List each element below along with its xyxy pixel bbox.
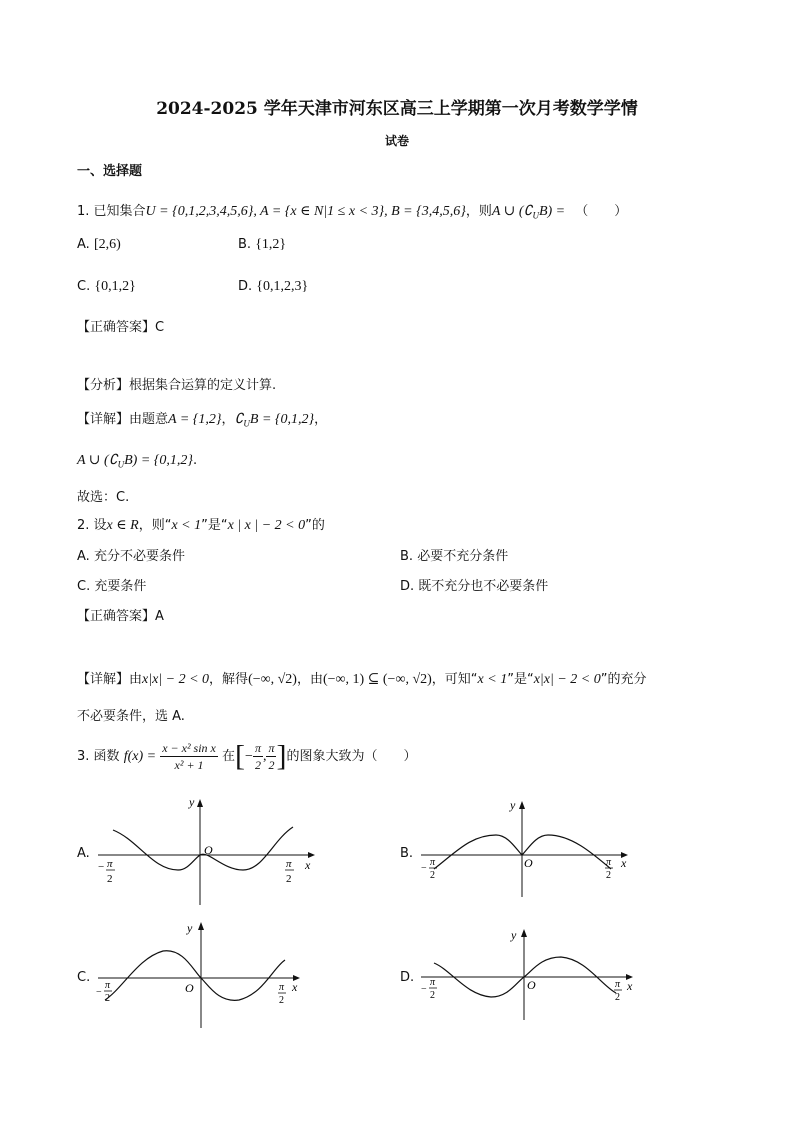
q3-right-frac [266,740,276,773]
q1-set-a: , A = {x ∈ N|1 ≤ x < 3} [253,204,385,219]
detail-complement-rest: B = {0,1,2} [249,412,315,427]
right-tick-den: 2 [286,873,292,885]
option-label: D. [238,279,253,294]
q2-option-a[interactable] [77,545,185,564]
q3-option-a-label[interactable]: A. [77,846,90,861]
x-label: x [292,980,298,994]
curve [113,827,293,870]
q2-q: x | x | − 2 < 0 [227,518,306,533]
right-tick-num: π [286,858,292,870]
y-label: y [189,795,195,809]
option-label: C. [77,279,91,294]
q3-prefix: 3. 函数 [77,749,120,764]
q2-option-c[interactable] [77,575,146,594]
q1-option-b[interactable] [238,237,286,253]
q2-detail-line2: 不必要条件，选 A. [77,709,185,724]
q2-answer: 【正确答案】A [77,609,164,624]
left-tick-num: π [430,857,436,868]
detail-end: ， [314,412,328,427]
q2-option-b[interactable] [400,545,508,564]
q3-graph-b[interactable] [416,797,636,902]
q2-end: ”的 [305,518,325,533]
q1-analysis: 【分析】根据集合运算的定义计算. [77,378,277,393]
y-axis-arrow [521,929,527,937]
q3-right-den: 2 [268,758,275,772]
y-label: y [187,921,193,935]
option-text: {0,1,2,3} [256,279,309,294]
option-text: {1,2} [255,237,287,252]
q3-fraction [160,740,218,773]
q1-set-b: , B = {3,4,5,6} [384,204,466,219]
q3-right-num: π [268,741,275,755]
q1-expr: A ∪ (∁ [491,204,533,219]
detail-interval: (−∞, √2) [248,672,297,687]
left-tick-den: 2 [430,990,435,1001]
right-tick-den: 2 [279,995,284,1006]
q2-condition: x ∈ R [106,518,139,533]
detail-end: ”的充分 [600,672,647,687]
q3-option-d-label[interactable]: D. [400,970,415,985]
detail-sep: ， [221,412,235,427]
q2-option-d[interactable] [400,575,548,594]
option-text: [2,6) [93,237,121,252]
detail-union-sub: U [117,459,125,470]
q2-mid2: ”是“ [201,518,228,533]
detail-q: x|x| − 2 < 0 [533,672,601,687]
detail-solve: ，解得 [209,672,249,687]
question-3-stem: 3. 函数 f(x) = $\frac{\text{x − x² sin x}}{\text{x² + 1}}$ 在[− $\frac{\pi}{2}$ , $\frac{\pi}{2}$ ]的图象大致为（ ） [77,739,417,773]
q3-left-den: 2 [254,758,261,772]
q3-graph-d[interactable] [416,925,641,1025]
origin-label: O [527,978,536,992]
left-tick-num: π [107,858,113,870]
detail-union-end: . [192,453,198,468]
q3-numerator: x − x² sin x [162,741,216,755]
option-label: B. [238,237,252,252]
y-label: y [511,928,517,942]
left-tick-den: 2 [107,873,113,885]
curve [105,951,285,1001]
y-axis-arrow [198,922,204,930]
minus-sign: − [421,863,427,874]
q2-mid: ，则“ [138,518,172,533]
option-label: C. [77,579,91,594]
minus-sign: − [96,987,102,998]
q1-number: 1. 已知集合 [77,204,146,219]
q1-detail [77,408,327,429]
detail-union-rest: B) = {0,1,2} [124,453,193,468]
right-tick-den: 2 [615,992,620,1003]
detail-prefix: 【详解】由 [77,672,143,687]
left-tick-den: 2 [430,870,435,881]
option-text: 既不充分也不必要条件 [418,579,549,594]
x-label: x [627,979,633,993]
option-text: 必要不充分条件 [417,549,509,564]
right-tick-den: 2 [606,870,611,881]
q1-then: ，则 [465,204,492,219]
option-label: A. [77,549,90,564]
left-tick-den: 2 [105,993,110,1004]
q3-graph-a[interactable] [93,795,323,910]
q2-detail [77,668,646,688]
left-tick-num: π [105,980,111,991]
q1-option-d[interactable] [238,279,308,295]
q3-left-bracket: [ [235,739,246,773]
q1-option-c[interactable] [77,279,136,295]
q2-prefix: 2. 设 [77,518,107,533]
q3-in: 在 [222,749,236,764]
right-tick-num: π [279,982,285,993]
detail-set-a: A = {1,2} [168,412,222,427]
x-label: x [305,858,311,872]
option-label: D. [400,579,415,594]
q3-option-c-label[interactable]: C. [77,970,91,985]
q1-expr-end: B) = [538,204,566,219]
option-text: 充要条件 [94,579,147,594]
minus-sign: − [421,984,427,995]
q1-set-u: U = {0,1,2,3,4,5,6} [145,204,254,219]
detail-know: ，可知“ [431,672,478,687]
origin-label: O [524,856,533,870]
question-1-stem [77,200,627,221]
detail-prefix: 【详解】由题意 [77,412,169,427]
detail-union: A ∪ (∁ [77,453,118,468]
option-label: A. [77,237,90,252]
q3-left-frac [253,740,263,773]
page-title: 2024-2025 学年天津市河东区高三上学期第一次月考数学学情 [156,99,638,119]
detail-is: ”是“ [507,672,534,687]
option-label: B. [400,549,414,564]
detail-complement: ∁ [234,412,244,427]
right-tick-num: π [615,979,621,990]
q3-function: f(x) = [123,749,157,764]
option-text: {0,1,2} [94,279,136,294]
q1-detail-line2 [77,452,197,470]
detail-inequality: x|x| − 2 < 0 [142,672,210,687]
q3-suffix: 的图象大致为（ ） [286,749,417,764]
q1-paren: （ ） [575,204,628,219]
detail-by: ，由 [296,672,323,687]
question-2-stem [77,514,325,534]
section-heading: 一、选择题 [77,164,143,179]
q3-denominator: x² + 1 [174,758,204,772]
left-tick-num: π [430,977,436,988]
option-text: 充分不必要条件 [93,549,185,564]
q3-left-num: π [254,741,261,755]
y-axis-arrow [197,799,203,807]
right-tick-num: π [606,857,612,868]
minus-sign: − [98,861,105,873]
q1-option-a[interactable] [77,237,121,253]
y-axis-arrow [519,801,525,809]
q1-answer: 【正确答案】C [77,320,165,335]
detail-p: x < 1 [477,672,508,687]
q3-right-bracket: ] [276,739,287,773]
q3-option-b-label[interactable]: B. [400,846,414,861]
q2-p: x < 1 [171,518,202,533]
q1-conclusion: 故选：C. [77,490,130,505]
origin-label: O [185,981,194,995]
detail-complement-sub: U [243,418,250,429]
origin-label: O [204,843,213,857]
detail-subset: (−∞, 1) ⊆ (−∞, √2) [322,672,432,687]
page-subtitle: 试卷 [384,134,409,148]
x-label: x [621,856,627,870]
q3-graph-c[interactable] [93,918,313,1030]
q1-expr-sub: U [532,210,539,221]
y-label: y [510,798,516,812]
